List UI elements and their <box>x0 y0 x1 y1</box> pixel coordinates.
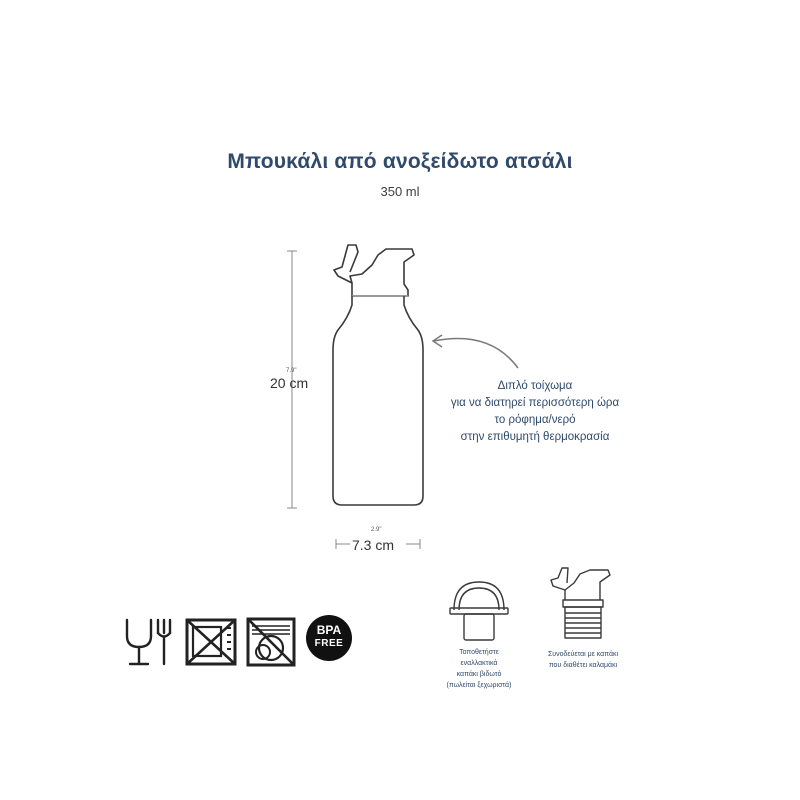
capacity-label: 350 ml <box>380 184 420 199</box>
no-dishwasher-icon <box>248 619 294 665</box>
caption-line: καπάκι βιδωτό <box>456 671 502 678</box>
caption-line: που διαθέτει καλαμάκι <box>548 662 618 669</box>
straw-cap-icon <box>551 568 610 638</box>
height-inches-label: 7.9" <box>286 368 297 374</box>
height-cm-label: 20 cm <box>270 375 309 391</box>
bpa-label-line1: BPA <box>316 623 342 637</box>
double-wall-note <box>410 378 660 446</box>
width-inches-label: 2.9" <box>371 527 382 533</box>
straw-cap-caption <box>513 649 653 671</box>
food-safe-icon <box>127 620 170 664</box>
curved-arrow-icon <box>433 335 518 368</box>
caption-line: εναλλακτικά <box>460 660 498 667</box>
width-cm-label: 7.3 cm <box>352 537 395 553</box>
page-title: Μπουκάλι από ανοξείδωτο ατσάλι <box>227 150 573 173</box>
feature-line: το ρόφημα/νερό <box>494 414 576 426</box>
bpa-label-line2: FREE <box>314 638 344 649</box>
feature-line: Διπλό τοίχωμα <box>497 380 573 392</box>
bpa-free-label <box>308 624 350 650</box>
caption-line: Συνοδεύεται με καπάκι <box>547 651 619 658</box>
screw-cap-icon <box>450 582 508 640</box>
feature-line: στην επιθυμητή θερμοκρασία <box>460 431 610 443</box>
bottle-outline <box>333 245 423 505</box>
caption-line: (πωλείται ξεχωριστά) <box>446 682 512 689</box>
no-microwave-icon <box>187 620 235 664</box>
caption-line: Τοποθετήστε <box>459 649 499 656</box>
feature-line: για να διατηρεί περισσότερη ώρα <box>450 397 620 409</box>
